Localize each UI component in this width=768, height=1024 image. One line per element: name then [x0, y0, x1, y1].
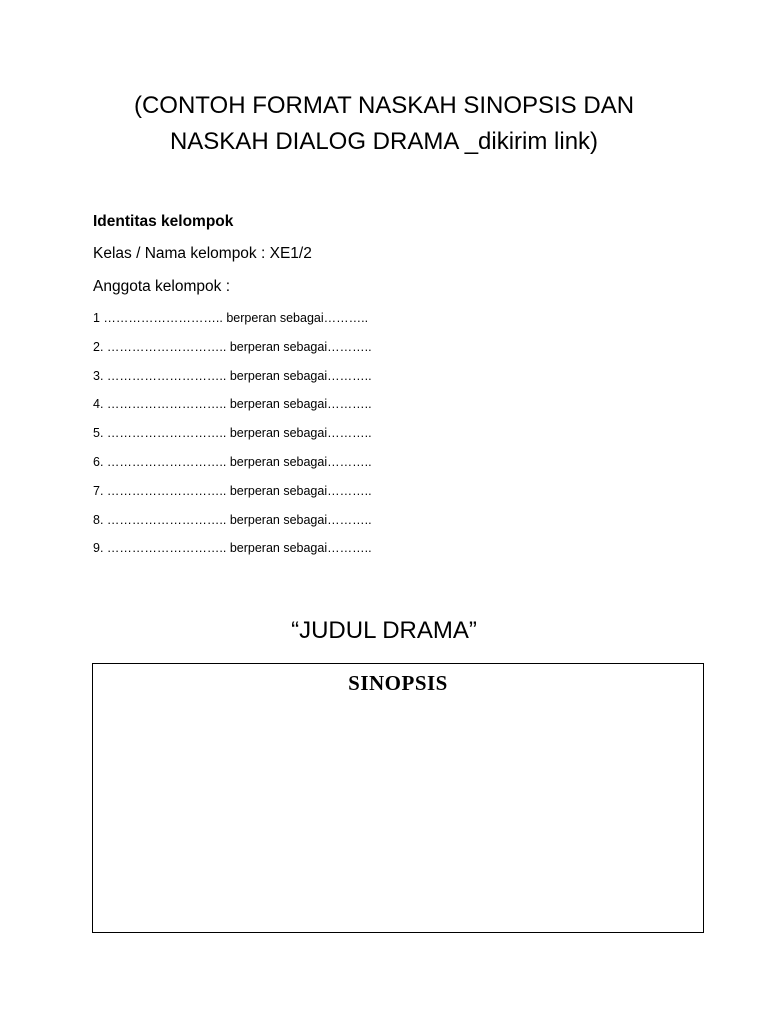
member-item: 5. ……………………….. berperan sebagai………..: [93, 426, 372, 441]
page-heading-line-2: NASKAH DIALOG DRAMA _dikirim link): [169, 128, 599, 155]
page-heading: [0, 88, 768, 160]
member-list: [93, 309, 693, 568]
members-label: Anggota kelompok :: [93, 277, 231, 295]
synopsis-box: [92, 663, 704, 933]
member-item: 3. ……………………….. berperan sebagai………..: [93, 368, 372, 383]
member-item: 6. ……………………….. berperan sebagai………..: [93, 454, 372, 469]
identity-title: Identitas kelompok: [93, 213, 234, 230]
group-identity-section: [93, 211, 693, 308]
drama-title: “JUDUL DRAMA”: [291, 617, 477, 644]
page-heading-line-1: (CONTOH FORMAT NASKAH SINOPSIS DAN: [133, 92, 635, 119]
member-item: 1 ……………………….. berperan sebagai………..: [93, 311, 369, 325]
member-item: 7. ……………………….. berperan sebagai………..: [93, 483, 372, 498]
synopsis-heading: SINOPSIS: [348, 671, 448, 695]
member-item: 8. ……………………….. berperan sebagai………..: [93, 512, 372, 527]
member-item: 4. ……………………….. berperan sebagai………..: [93, 397, 372, 412]
member-item: 2. ……………………….. berperan sebagai………..: [93, 339, 372, 354]
class-group-name-line: Kelas / Nama kelompok : XE1/2: [93, 245, 312, 262]
member-item: 9. ……………………….. berperan sebagai………..: [93, 541, 372, 556]
